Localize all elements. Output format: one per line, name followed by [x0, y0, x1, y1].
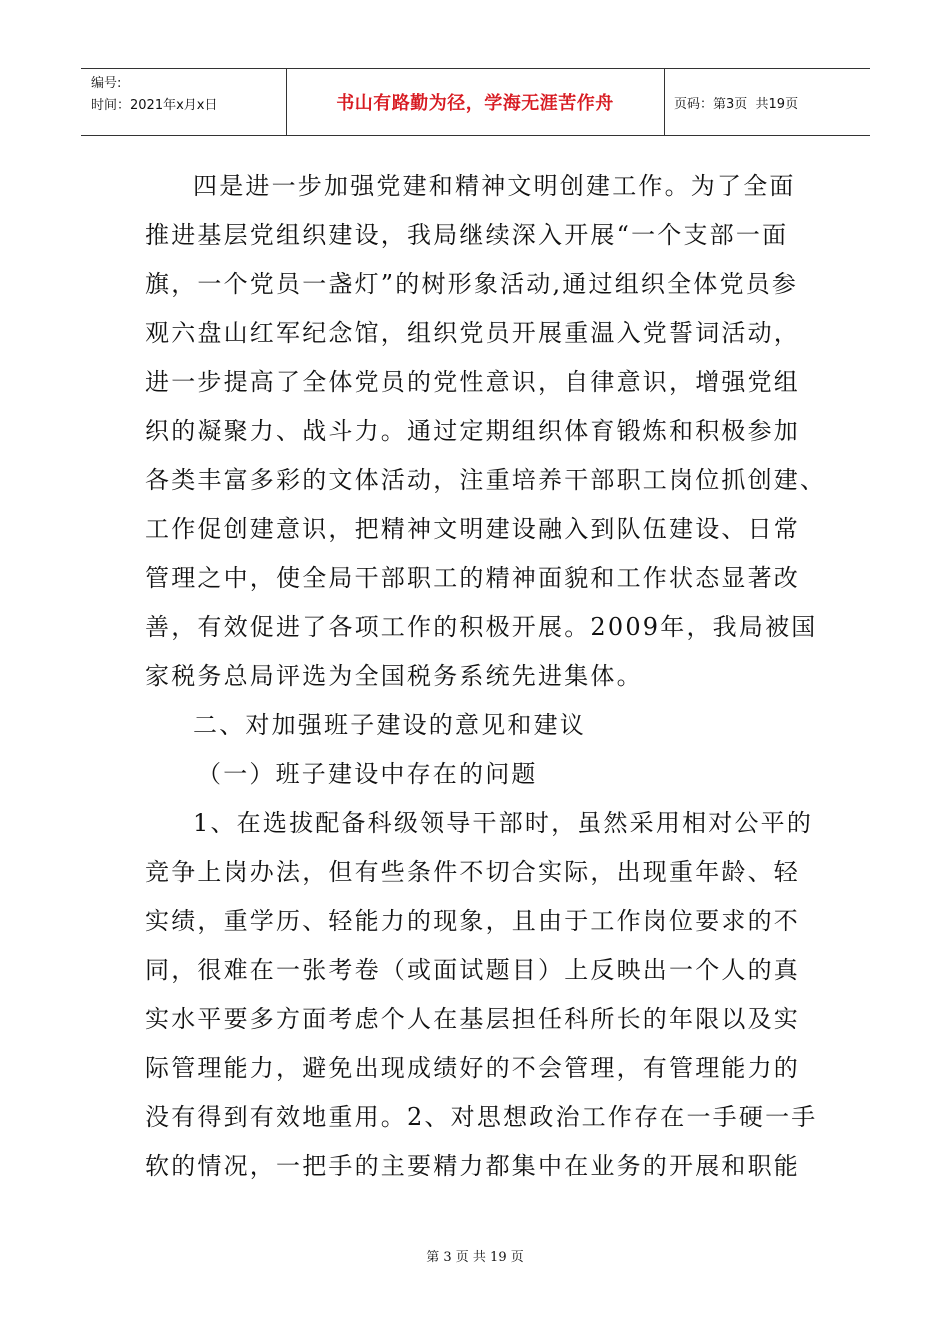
subsection-heading: （一）班子建设中存在的问题: [197, 760, 538, 788]
section-heading: 二、对加强班子建设的意见和建议: [193, 711, 586, 739]
paragraph-line: 竞争上岗办法，但有些条件不切合实际，出现重年龄、轻: [145, 858, 800, 886]
paragraph-line: 观六盘山红军纪念馆，组织党员开展重温入党誓词活动，: [145, 319, 800, 347]
paragraph-line: 进一步提高了全体党员的党性意识，自律意识，增强党组: [145, 368, 800, 396]
paragraph-line: 实绩，重学历、轻能力的现象，且由于工作岗位要求的不: [145, 907, 800, 935]
paragraph-line: 没有得到有效地重用。2、对思想政治工作存在一手硬一手: [145, 1103, 818, 1131]
paragraph-line: 实水平要多方面考虑个人在基层担任科所长的年限以及实: [145, 1005, 800, 1033]
paragraph-line: 同，很难在一张考卷（或面试题目）上反映出一个人的真: [145, 956, 800, 984]
time-label: 时间：2021年x月x日: [91, 98, 218, 113]
paragraph-line: 各类丰富多彩的文体活动，注重培养干部职工岗位抓创建、: [145, 466, 827, 494]
header-page-info: 页码：第3页 共19页: [674, 96, 799, 112]
paragraph-line: 际管理能力，避免出现成绩好的不会管理，有管理能力的: [145, 1054, 800, 1082]
document-header: [81, 68, 870, 136]
paragraph-line: 推进基层党组织建设，我局继续深入开展“一个支部一面: [145, 221, 789, 249]
paragraph-line: 软的情况，一把手的主要精力都集中在业务的开展和职能: [145, 1152, 800, 1180]
paragraph-line: 四是进一步加强党建和精神文明创建工作。为了全面: [193, 172, 796, 200]
paragraph-line: 工作促创建意识，把精神文明建设融入到队伍建设、日常: [145, 515, 800, 543]
paragraph-line: 善，有效促进了各项工作的积极开展。2009年，我局被国: [145, 613, 818, 641]
document-body: [145, 162, 825, 1191]
page-footer: 第 3 页 共 19 页: [426, 1250, 524, 1265]
paragraph-line: 管理之中，使全局干部职工的精神面貌和工作状态显著改: [145, 564, 800, 592]
header-motto: 书山有路勤为径，学海无涯苦作舟: [336, 93, 614, 114]
paragraph-line: 旗，一个党员一盏灯”的树形象活动,通过组织全体党员参: [145, 270, 799, 298]
header-meta: [91, 73, 217, 117]
paragraph-line: 家税务总局评选为全国税务系统先进集体。: [145, 662, 643, 690]
paragraph-line: 1、在选拔配备科级领导干部时，虽然采用相对公平的: [193, 809, 814, 837]
number-label: 编号:: [91, 76, 122, 91]
paragraph-line: 织的凝聚力、战斗力。通过定期组织体育锻炼和积极参加: [145, 417, 800, 445]
